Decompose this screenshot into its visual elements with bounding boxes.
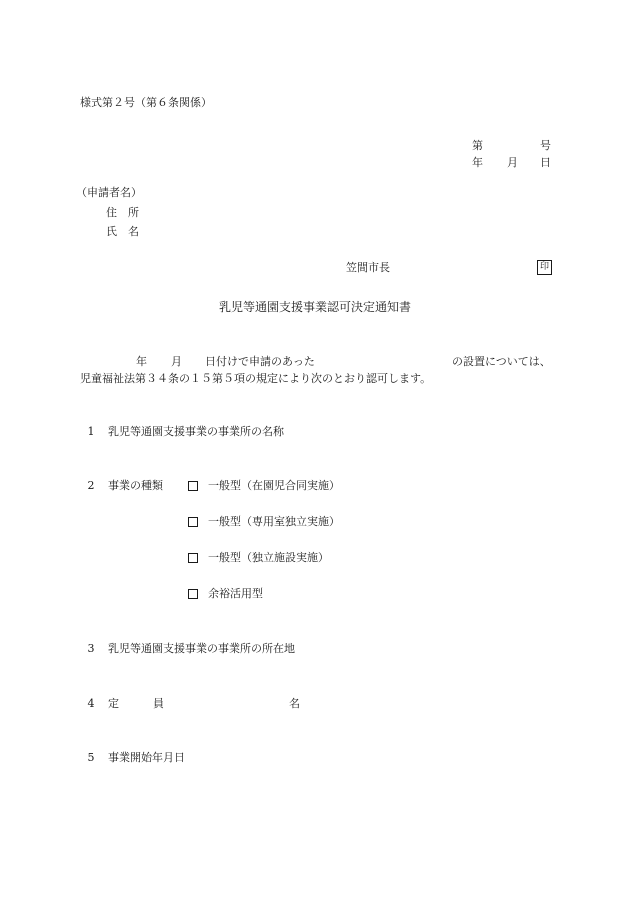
item-5-label: 事業開始年月日 (108, 751, 185, 764)
item-1-label: 乳児等通園支援事業の事業所の名称 (108, 425, 284, 438)
seal-stamp: 印 (537, 260, 552, 275)
option-2-checkbox[interactable] (188, 517, 198, 527)
item-4-label-a: 定 (108, 697, 119, 710)
document-number-line (472, 137, 552, 152)
body-line-2: 児童福祉法第３４条の１５第５項の規定により次のとおり認可します。 (80, 372, 432, 385)
number-gou: 号 (540, 139, 551, 152)
date-year: 年 (472, 156, 483, 169)
item-3-number: 3 (87, 642, 95, 655)
item-2-label: 事業の種類 (108, 479, 163, 492)
item-1-number: 1 (87, 425, 95, 438)
option-4-checkbox[interactable] (188, 589, 198, 599)
date-day: 日 (540, 156, 551, 169)
issuer-name: 笠間市長 (346, 261, 390, 274)
item-5-number: 5 (87, 751, 95, 764)
form-number-label: 様式第２号（第６条関係） (80, 96, 212, 109)
item-2-number: 2 (87, 479, 95, 492)
address-label: 住 所 (106, 206, 139, 219)
body-line-1 (80, 353, 555, 368)
option-2-label: 一般型（専用室独立実施） (208, 515, 340, 528)
name-label: 氏 名 (106, 225, 139, 238)
applicant-heading: （申請者名） (76, 186, 142, 199)
body-year: 年 (136, 355, 147, 368)
item-4-unit: 名 (289, 697, 300, 710)
option-4-label: 余裕活用型 (208, 587, 263, 600)
body-date-suffix: 日付けで申請のあった (205, 355, 315, 368)
date-month: 月 (507, 156, 518, 169)
body-installation: の設置については、 (452, 355, 551, 368)
item-4-label-b: 員 (153, 697, 164, 710)
item-3-label: 乳児等通園支援事業の事業所の所在地 (108, 642, 295, 655)
document-date-line (472, 154, 552, 169)
option-1-checkbox[interactable] (188, 481, 198, 491)
option-3-label: 一般型（独立施設実施） (208, 551, 329, 564)
item-4-number: 4 (87, 697, 95, 710)
number-dai: 第 (472, 139, 483, 152)
option-3-checkbox[interactable] (188, 553, 198, 563)
document-title: 乳児等通園支援事業認可決定通知書 (218, 300, 411, 314)
option-1-label: 一般型（在園児合同実施） (208, 479, 340, 492)
body-month: 月 (171, 355, 182, 368)
